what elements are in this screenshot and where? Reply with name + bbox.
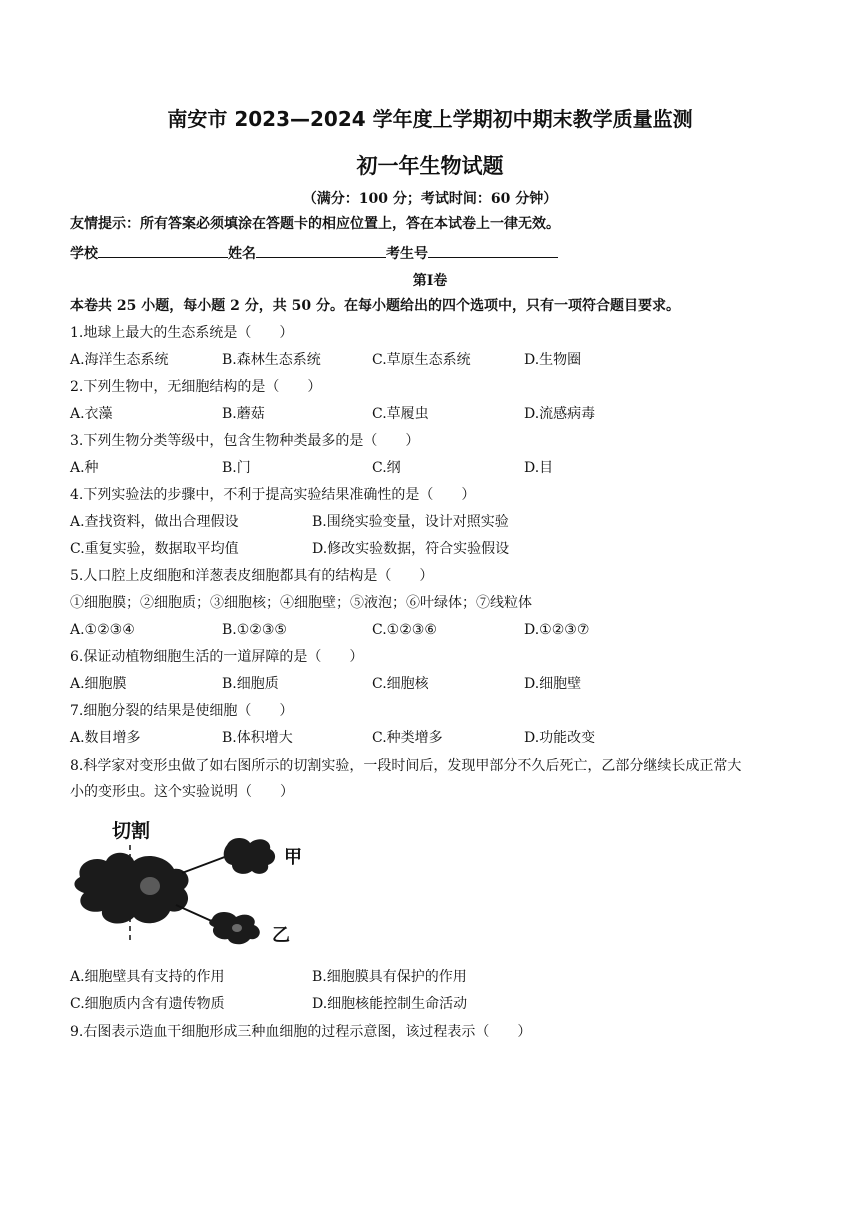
option-c: C.①②③⑥ bbox=[372, 622, 437, 638]
score-info: （满分：100 分；考试时间：60 分钟） bbox=[302, 191, 558, 207]
option-d: D.目 bbox=[524, 460, 554, 476]
cut-label: 切割 bbox=[112, 820, 151, 842]
option-a: A.种 bbox=[70, 460, 99, 476]
option-b: B.细胞膜具有保护的作用 bbox=[312, 969, 467, 985]
option-d: D.生物圈 bbox=[524, 352, 582, 368]
name-label: 姓名 bbox=[228, 246, 256, 262]
exam-no-blank bbox=[428, 243, 558, 258]
option-a: A.衣藻 bbox=[70, 406, 113, 422]
option-b: B.蘑菇 bbox=[222, 406, 265, 422]
question-stem: 1.地球上最大的生态系统是（ ） bbox=[70, 325, 294, 341]
question-stem: 5.人口腔上皮细胞和洋葱表皮细胞都具有的结构是（ ） bbox=[70, 568, 434, 584]
question-stem: 4.下列实验法的步骤中，不利于提高实验结果准确性的是（ ） bbox=[70, 487, 476, 503]
exam-subtitle: 初一年生物试题 bbox=[356, 154, 504, 178]
part-a-label: 甲 bbox=[284, 847, 302, 868]
option-b: B.体积增大 bbox=[222, 730, 293, 746]
instructions: 本卷共 25 小题，每小题 2 分，共 50 分。在每小题给出的四个选项中，只有一项符合题目要求。 bbox=[70, 298, 680, 314]
option-b: B.细胞质 bbox=[222, 676, 279, 692]
school-label: 学校 bbox=[70, 246, 98, 262]
notice: 友情提示：所有答案必须填涂在答题卡的相应位置上，答在本试卷上一律无效。 bbox=[70, 216, 560, 232]
question-stem: 9.右图表示造血干细胞形成三种血细胞的过程示意图，该过程表示（ ） bbox=[70, 1024, 532, 1040]
question-stem: 8.科学家对变形虫做了如右图所示的切割实验，一段时间后，发现甲部分不久后死亡，乙部分继续长成正常大 bbox=[70, 758, 742, 774]
option-c: C.草履虫 bbox=[372, 406, 429, 422]
option-a: A.细胞膜 bbox=[70, 676, 127, 692]
option-d: D.①②③⑦ bbox=[524, 622, 590, 638]
option-d: D.功能改变 bbox=[524, 730, 596, 746]
question-stem: 7.细胞分裂的结果是使细胞（ ） bbox=[70, 703, 294, 719]
option-c: C.草原生态系统 bbox=[372, 352, 471, 368]
arrow-line-b bbox=[176, 905, 216, 923]
option-d: D.流感病毒 bbox=[524, 406, 596, 422]
question-stem: 6.保证动植物细胞生活的一道屏障的是（ ） bbox=[70, 649, 364, 665]
exam-no-label: 考生号 bbox=[386, 246, 428, 262]
question-stem: 3.下列生物分类等级中，包含生物种类最多的是（ ） bbox=[70, 433, 420, 449]
option-b: B.门 bbox=[222, 460, 251, 476]
option-a: A.①②③④ bbox=[70, 622, 135, 638]
option-a: A.数目增多 bbox=[70, 730, 141, 746]
option-b: B.①②③⑤ bbox=[222, 622, 287, 638]
amoeba-cut-figure bbox=[72, 815, 312, 950]
option-a: A.细胞壁具有支持的作用 bbox=[70, 969, 225, 985]
question-stem-continued: 小的变形虫。这个实验说明（ ） bbox=[70, 784, 294, 800]
option-a: A.查找资料，做出合理假设 bbox=[70, 514, 239, 530]
option-c: C.重复实验，数据取平均值 bbox=[70, 541, 239, 557]
amoeba-part-a bbox=[224, 838, 275, 874]
part-b-label: 乙 bbox=[272, 925, 290, 946]
option-c: C.种类增多 bbox=[372, 730, 443, 746]
option-c: C.细胞质内含有遗传物质 bbox=[70, 996, 225, 1012]
arrow-line-a bbox=[182, 855, 230, 873]
exam-title: 南安市 2023—2024 学年度上学期初中期末教学质量监测 bbox=[167, 107, 693, 131]
question-extra: ①细胞膜；②细胞质；③细胞核；④细胞壁；⑤液泡；⑥叶绿体；⑦线粒体 bbox=[70, 595, 532, 611]
question-stem: 2.下列生物中，无细胞结构的是（ ） bbox=[70, 379, 322, 395]
amoeba-body bbox=[74, 853, 188, 924]
info-fields bbox=[70, 243, 820, 264]
option-a: A.海洋生态系统 bbox=[70, 352, 169, 368]
option-b: B.森林生态系统 bbox=[222, 352, 321, 368]
option-b: B.围绕实验变量，设计对照实验 bbox=[312, 514, 509, 530]
section-title: 第Ⅰ卷 bbox=[412, 273, 448, 289]
amoeba-nucleus bbox=[140, 877, 160, 895]
option-d: D.细胞壁 bbox=[524, 676, 582, 692]
option-d: D.细胞核能控制生命活动 bbox=[312, 996, 468, 1012]
name-blank bbox=[256, 243, 386, 258]
part-b-nucleus bbox=[232, 924, 242, 932]
option-d: D.修改实验数据，符合实验假设 bbox=[312, 541, 510, 557]
option-c: C.纲 bbox=[372, 460, 401, 476]
option-c: C.细胞核 bbox=[372, 676, 429, 692]
school-blank bbox=[98, 243, 228, 258]
